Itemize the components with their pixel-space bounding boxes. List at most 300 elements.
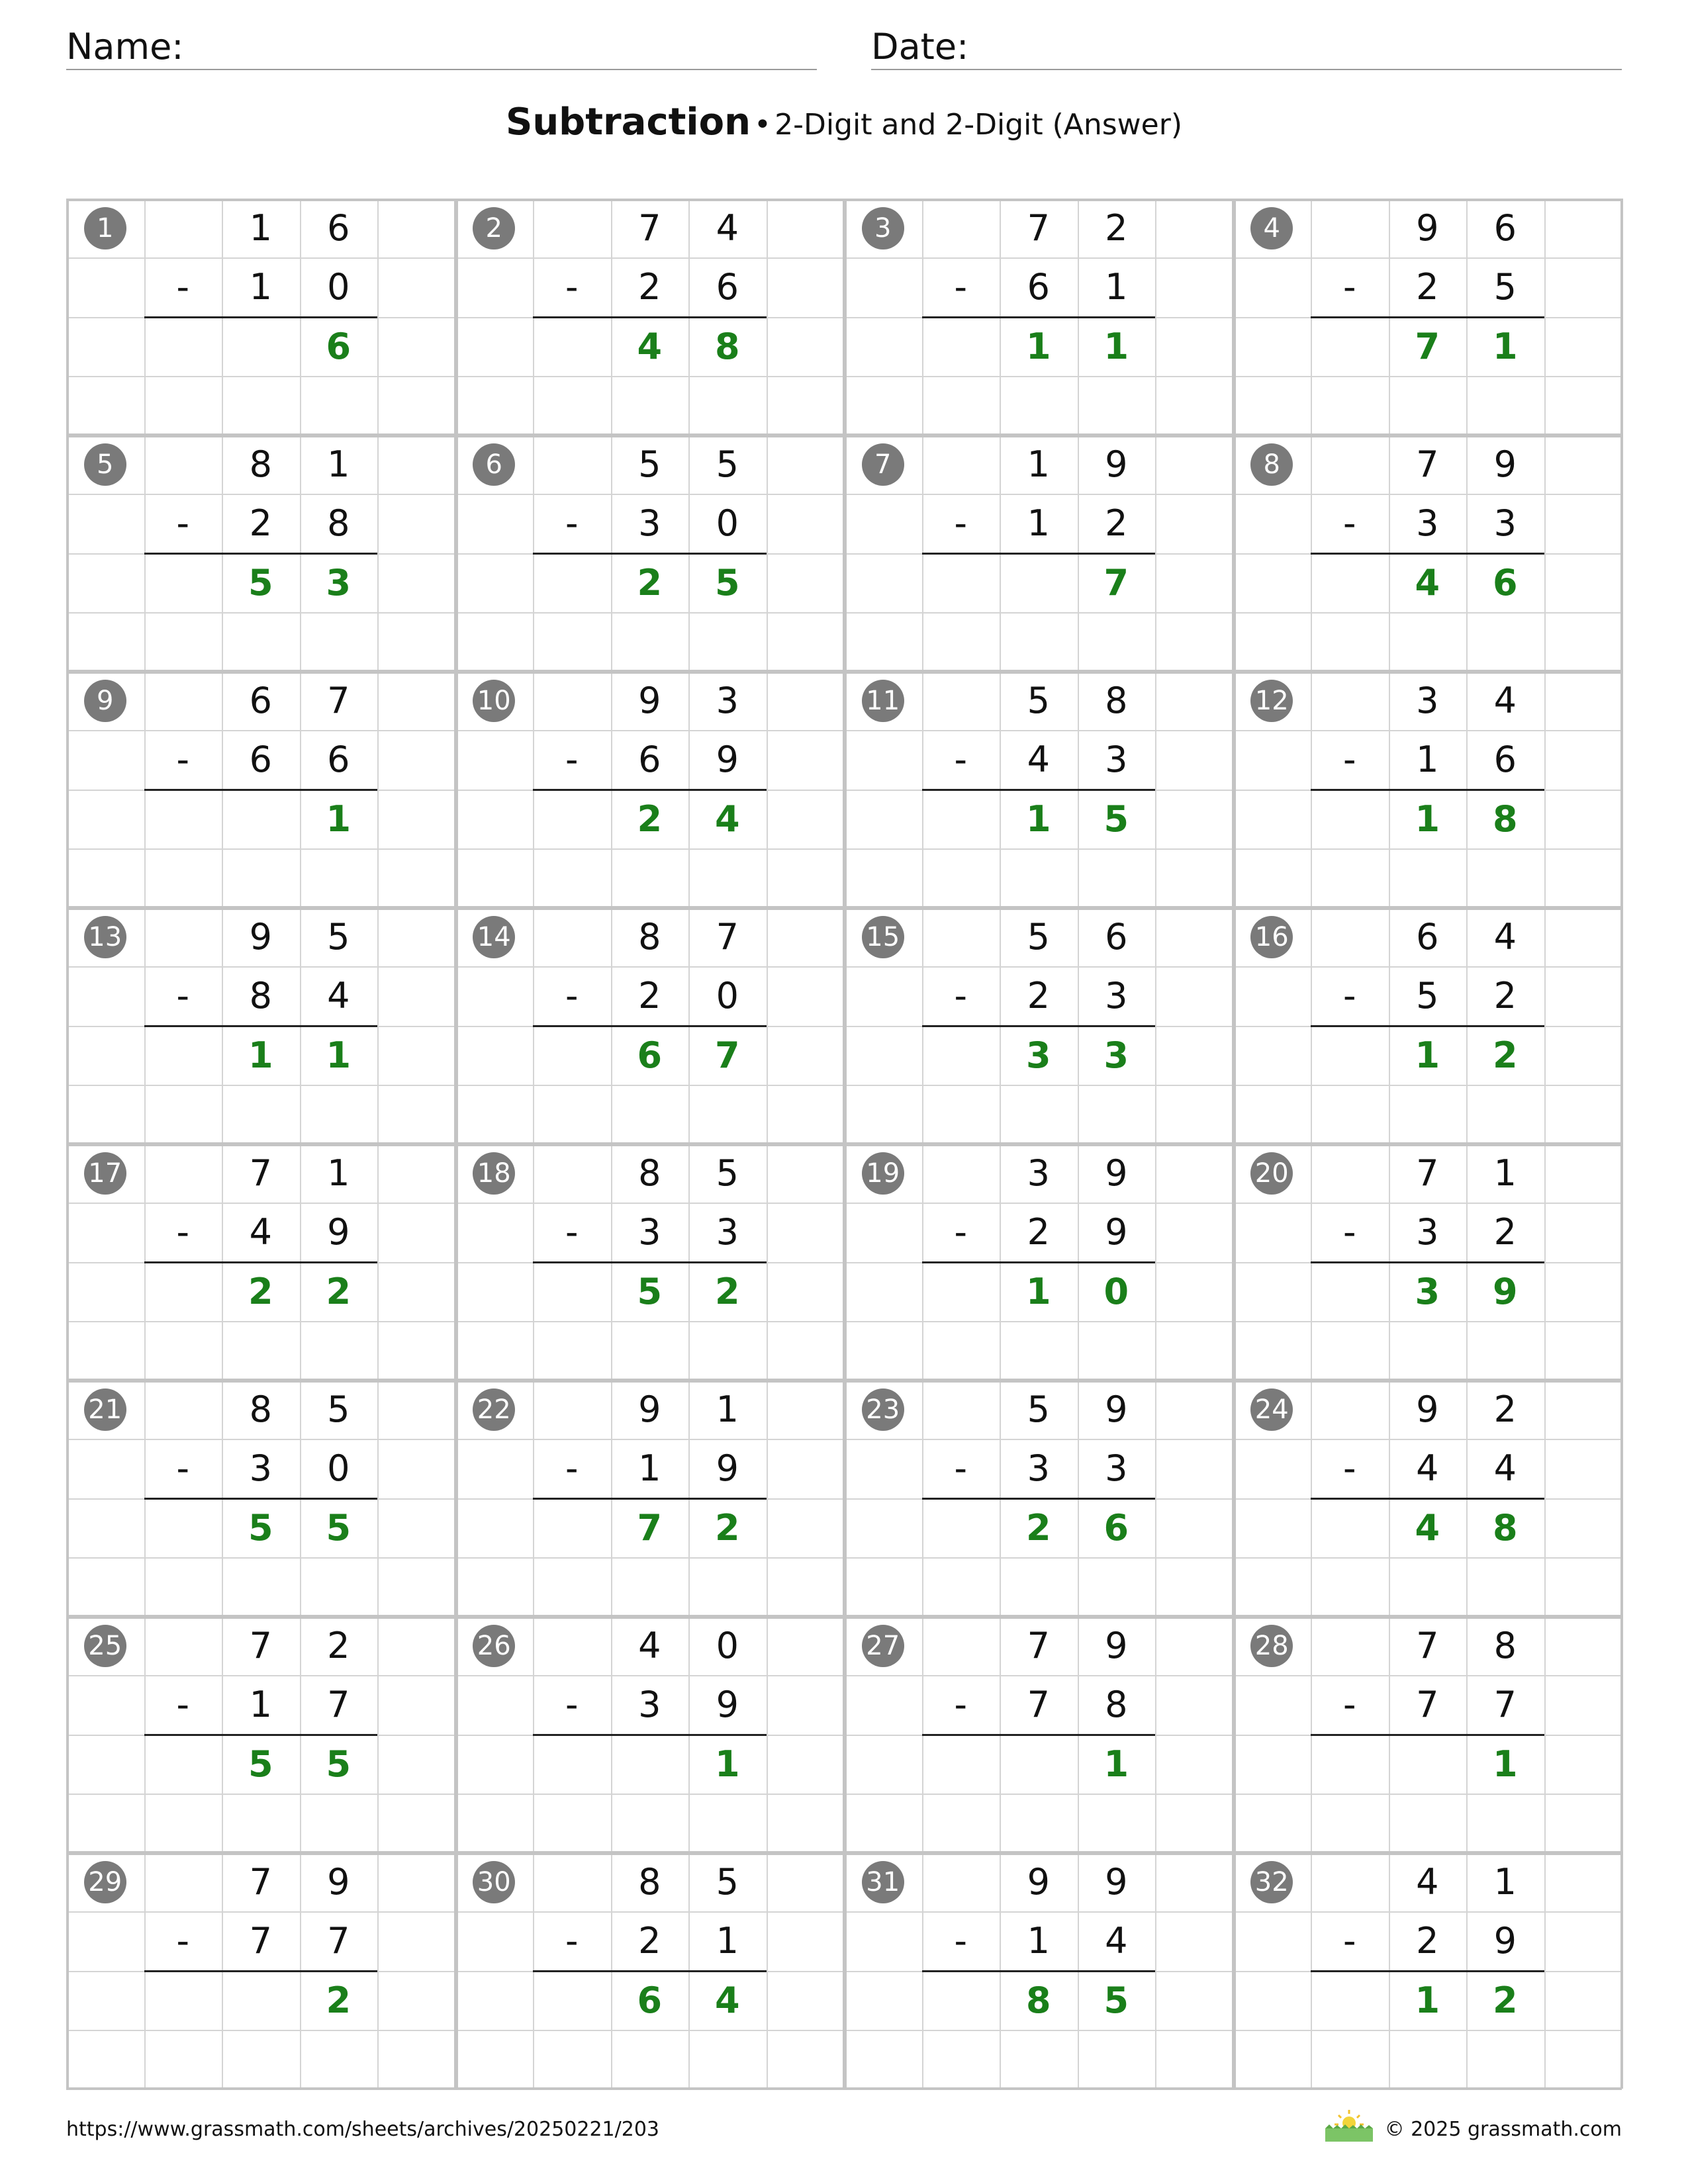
minuend-ones-digit: 4: [716, 207, 739, 249]
problem-block: [66, 1616, 455, 1852]
minuend-ones-digit: 9: [1493, 443, 1517, 485]
subtrahend-tens-digit: 7: [249, 1920, 272, 1962]
minuend-tens-digit: 7: [1416, 1625, 1439, 1666]
answer-tens-digit[interactable]: 2: [637, 797, 663, 840]
problem-block: [844, 199, 1233, 435]
problem-number-badge: 25: [84, 1625, 126, 1667]
grid-line: [844, 612, 1233, 614]
grid-line: [455, 612, 845, 614]
problem-block: [66, 199, 455, 435]
answer-ones-digit[interactable]: 2: [1492, 1034, 1518, 1076]
answer-tens-digit[interactable]: 1: [248, 1034, 273, 1076]
minuend-ones-digit: 9: [327, 1861, 350, 1903]
subtrahend-tens-digit: 6: [249, 739, 272, 781]
subtrahend-tens-digit: 3: [1416, 502, 1439, 545]
minuend-tens-digit: 9: [249, 916, 272, 958]
minus-sign: -: [176, 502, 189, 545]
name-field[interactable]: [66, 25, 817, 70]
problem-number-badge: 30: [473, 1861, 515, 1903]
subtrahend-tens-digit: 1: [1027, 502, 1050, 545]
minuend-tens-digit: 8: [638, 916, 661, 958]
minuend-tens-digit: 6: [1416, 916, 1439, 958]
answer-ones-digit[interactable]: 5: [714, 561, 740, 604]
minus-sign: -: [176, 975, 189, 1017]
block-border: [1233, 199, 1236, 435]
problem-block: [844, 1852, 1233, 2089]
minuend-ones-digit: 3: [716, 680, 739, 721]
subtrahend-ones-digit: 2: [1493, 1211, 1517, 1253]
problem-number-badge: 4: [1250, 207, 1293, 250]
minus-sign: -: [565, 739, 579, 781]
answer-ones-digit[interactable]: 3: [1103, 1034, 1129, 1076]
minus-sign: -: [954, 739, 967, 781]
subtrahend-ones-digit: 4: [1105, 1920, 1128, 1962]
subtrahend-tens-digit: 4: [249, 1211, 272, 1253]
answer-tens-digit[interactable]: 1: [1025, 797, 1051, 840]
problem-number-badge: 17: [84, 1152, 126, 1195]
block-border: [844, 1144, 847, 1380]
minuend-tens-digit: 8: [638, 1152, 661, 1194]
subtrahend-ones-digit: 3: [1105, 739, 1128, 781]
answer-ones-digit[interactable]: 5: [1103, 1979, 1129, 2021]
problem-number-badge: 15: [862, 916, 904, 958]
block-border: [844, 907, 847, 1144]
block-border: [1620, 907, 1623, 1144]
subtrahend-ones-digit: 7: [327, 1920, 350, 1962]
answer-ones-digit[interactable]: 4: [714, 797, 740, 840]
minuend-tens-digit: 7: [1416, 443, 1439, 485]
answer-ones-digit[interactable]: 7: [1103, 561, 1129, 604]
minuend-ones-digit: 0: [716, 1625, 739, 1666]
minus-sign: -: [565, 1920, 579, 1962]
minus-sign: -: [1343, 266, 1356, 308]
block-border: [66, 1380, 69, 1616]
answer-ones-digit[interactable]: 4: [714, 1979, 740, 2021]
answer-tens-digit[interactable]: 6: [637, 1034, 663, 1076]
footer-url[interactable]: https://www.grassmath.com/sheets/archives/20250221/203: [66, 2118, 660, 2141]
problem-block: [455, 1616, 845, 1852]
minuend-tens-digit: 8: [249, 1388, 272, 1430]
answer-tens-digit[interactable]: 4: [1415, 1506, 1440, 1549]
minuend-tens-digit: 1: [249, 207, 272, 249]
worksheet-title: [0, 101, 1688, 144]
problem-block: [844, 435, 1233, 671]
problem-block: [1233, 1144, 1622, 1380]
block-border: [1620, 435, 1623, 671]
answer-tens-digit[interactable]: 5: [248, 1743, 273, 1785]
minuend-tens-digit: 7: [1027, 207, 1050, 249]
subtrahend-tens-digit: 8: [249, 975, 272, 1017]
answer-tens-digit[interactable]: 1: [1415, 1979, 1440, 2021]
answer-tens-digit[interactable]: [1000, 553, 1078, 612]
minuend-tens-digit: 9: [1416, 1388, 1439, 1430]
grid-line: [1233, 376, 1622, 377]
answer-ones-digit[interactable]: 1: [1103, 1743, 1129, 1785]
subtrahend-ones-digit: 3: [1105, 1447, 1128, 1490]
minuend-tens-digit: 9: [638, 680, 661, 721]
grid-line: [1233, 848, 1622, 850]
subtrahend-ones-digit: 2: [1493, 975, 1517, 1017]
answer-tens-digit[interactable]: 8: [1025, 1979, 1051, 2021]
answer-ones-digit[interactable]: 2: [1492, 1979, 1518, 2021]
answer-tens-digit[interactable]: [222, 317, 300, 376]
subtrahend-tens-digit: 2: [638, 266, 661, 308]
block-border: [455, 671, 458, 907]
minus-sign: -: [176, 1211, 189, 1253]
block-border: [1620, 1144, 1623, 1380]
subtrahend-ones-digit: 0: [327, 266, 350, 308]
answer-tens-digit[interactable]: 3: [1415, 1270, 1440, 1312]
minus-sign: -: [954, 1684, 967, 1726]
block-border: [66, 1616, 69, 1852]
minuend-tens-digit: 5: [1027, 1388, 1050, 1430]
grid-line: [66, 612, 455, 614]
block-border: [455, 435, 458, 671]
answer-tens-digit[interactable]: 5: [248, 1506, 273, 1549]
minus-sign: -: [1343, 1684, 1356, 1726]
minuend-tens-digit: 7: [249, 1152, 272, 1194]
subtrahend-ones-digit: 0: [716, 502, 739, 545]
minus-sign: -: [176, 1920, 189, 1962]
block-border: [66, 1852, 69, 2089]
block-border: [844, 1852, 847, 2089]
subtrahend-tens-digit: 2: [1416, 1920, 1439, 1962]
block-border: [455, 1852, 458, 2089]
answer-tens-digit[interactable]: 1: [1025, 1270, 1051, 1312]
problem-number-badge: 18: [473, 1152, 515, 1195]
problem-number-badge: 8: [1250, 443, 1293, 486]
problem-number-badge: 16: [1250, 916, 1293, 958]
problem-number-badge: 27: [862, 1625, 904, 1667]
grid-line: [844, 1321, 1233, 1322]
minus-sign: -: [954, 1211, 967, 1253]
minuend-ones-digit: 9: [1105, 1152, 1128, 1194]
answer-tens-digit[interactable]: [222, 790, 300, 848]
subtrahend-tens-digit: 1: [1416, 739, 1439, 781]
subtrahend-ones-digit: 9: [716, 1447, 739, 1490]
answer-ones-digit[interactable]: 9: [1492, 1270, 1518, 1312]
grid-line: [66, 2030, 455, 2031]
subtrahend-ones-digit: 0: [716, 975, 739, 1017]
subtrahend-ones-digit: 3: [716, 1211, 739, 1253]
problem-block: [1233, 1616, 1622, 1852]
subtrahend-tens-digit: 3: [1416, 1211, 1439, 1253]
answer-ones-digit[interactable]: 1: [1492, 1743, 1518, 1785]
subtrahend-tens-digit: 3: [638, 502, 661, 545]
answer-tens-digit[interactable]: 7: [1415, 325, 1440, 367]
minuend-tens-digit: 9: [1416, 207, 1439, 249]
subtrahend-tens-digit: 1: [249, 266, 272, 308]
problem-block: [66, 1380, 455, 1616]
subtrahend-ones-digit: 9: [1105, 1211, 1128, 1253]
grid-line: [455, 376, 845, 377]
block-border: [455, 907, 458, 1144]
subtrahend-tens-digit: 6: [638, 739, 661, 781]
block-border: [66, 2087, 455, 2090]
grid-line: [1233, 1794, 1622, 1795]
grid-line: [455, 1794, 845, 1795]
answer-ones-digit[interactable]: 7: [714, 1034, 740, 1076]
block-border: [66, 199, 69, 435]
answer-ones-digit[interactable]: 6: [326, 325, 352, 367]
answer-tens-digit[interactable]: 1: [1415, 1034, 1440, 1076]
answer-tens-digit[interactable]: 6: [637, 1979, 663, 2021]
minuend-ones-digit: 1: [1493, 1152, 1517, 1194]
minuend-ones-digit: 8: [1105, 680, 1128, 721]
problem-number-badge: 5: [84, 443, 126, 486]
problem-number-badge: 20: [1250, 1152, 1293, 1195]
block-border: [1620, 671, 1623, 907]
answer-tens-digit[interactable]: 3: [1025, 1034, 1051, 1076]
problem-block: [66, 435, 455, 671]
answer-ones-digit[interactable]: 5: [326, 1743, 352, 1785]
answer-ones-digit[interactable]: 5: [326, 1506, 352, 1549]
subtrahend-ones-digit: 7: [1493, 1684, 1517, 1726]
minuend-ones-digit: 1: [327, 1152, 350, 1194]
problem-grid: [66, 199, 1622, 2089]
answer-tens-digit[interactable]: [611, 1735, 689, 1794]
grid-line: [844, 1794, 1233, 1795]
subtrahend-ones-digit: 9: [716, 739, 739, 781]
problem-number-badge: 10: [473, 680, 515, 722]
problem-block: [1233, 1380, 1622, 1616]
problem-number-badge: 6: [473, 443, 515, 486]
problem-block: [66, 671, 455, 907]
answer-tens-digit[interactable]: 5: [637, 1270, 663, 1312]
block-border: [455, 1616, 458, 1852]
minuend-tens-digit: 5: [1027, 680, 1050, 721]
subtrahend-ones-digit: 1: [1105, 266, 1128, 308]
grid-line: [66, 1794, 455, 1795]
date-field[interactable]: [871, 25, 1622, 70]
minuend-tens-digit: 1: [1027, 443, 1050, 485]
subtrahend-ones-digit: 1: [716, 1920, 739, 1962]
block-border: [66, 1144, 69, 1380]
answer-tens-digit[interactable]: 7: [637, 1506, 663, 1549]
subtrahend-ones-digit: 2: [1105, 502, 1128, 545]
minuend-tens-digit: 6: [249, 680, 272, 721]
answer-ones-digit[interactable]: 6: [1492, 561, 1518, 604]
minus-sign: -: [176, 1447, 189, 1490]
block-border: [844, 671, 847, 907]
problem-number-badge: 29: [84, 1861, 126, 1903]
answer-ones-digit[interactable]: 8: [1492, 1506, 1518, 1549]
problem-block: [455, 435, 845, 671]
block-border: [844, 199, 847, 435]
minuend-tens-digit: 9: [1027, 1861, 1050, 1903]
problem-block: [66, 1144, 455, 1380]
answer-ones-digit[interactable]: 8: [714, 325, 740, 367]
block-border: [455, 1380, 458, 1616]
problem-number-badge: 22: [473, 1388, 515, 1431]
answer-ones-digit[interactable]: 8: [1492, 797, 1518, 840]
minus-sign: -: [565, 502, 579, 545]
minuend-ones-digit: 2: [327, 1625, 350, 1666]
name-label: Name:: [66, 26, 184, 68]
minus-sign: -: [565, 1684, 579, 1726]
minus-sign: -: [954, 266, 967, 308]
minuend-ones-digit: 7: [327, 680, 350, 721]
block-border: [1233, 1144, 1236, 1380]
minuend-tens-digit: 8: [249, 443, 272, 485]
block-border: [844, 435, 847, 671]
minus-sign: -: [1343, 502, 1356, 545]
grid-line: [66, 1085, 455, 1086]
answer-ones-digit[interactable]: 1: [326, 797, 352, 840]
minuend-ones-digit: 2: [1105, 207, 1128, 249]
subtrahend-tens-digit: 1: [249, 1684, 272, 1726]
subtrahend-tens-digit: 1: [638, 1447, 661, 1490]
minuend-ones-digit: 7: [716, 916, 739, 958]
minus-sign: -: [176, 266, 189, 308]
block-border: [1233, 907, 1236, 1144]
grid-line: [844, 1557, 1233, 1559]
minuend-ones-digit: 5: [327, 1388, 350, 1430]
answer-ones-digit[interactable]: 6: [1103, 1506, 1129, 1549]
grid-line: [66, 376, 455, 377]
subtrahend-tens-digit: 2: [638, 975, 661, 1017]
subtrahend-tens-digit: 7: [1416, 1684, 1439, 1726]
minuend-ones-digit: 6: [1105, 916, 1128, 958]
sun-over-grass-icon: [1324, 2106, 1374, 2143]
problem-block: [455, 1852, 845, 2089]
answer-ones-digit[interactable]: 1: [1103, 325, 1129, 367]
problem-number-badge: 31: [862, 1861, 904, 1903]
problem-number-badge: 28: [1250, 1625, 1293, 1667]
problem-number-badge: 7: [862, 443, 904, 486]
problem-block: [1233, 907, 1622, 1144]
minuend-ones-digit: 9: [1105, 443, 1128, 485]
problem-block: [455, 907, 845, 1144]
problem-number-badge: 19: [862, 1152, 904, 1195]
answer-ones-digit[interactable]: 2: [714, 1506, 740, 1549]
problem-number-badge: 23: [862, 1388, 904, 1431]
minus-sign: -: [1343, 1447, 1356, 1490]
block-border: [844, 2087, 1233, 2090]
date-label: Date:: [871, 26, 969, 68]
minuend-tens-digit: 3: [1416, 680, 1439, 721]
block-border: [1233, 1616, 1236, 1852]
answer-tens-digit[interactable]: 2: [1025, 1506, 1051, 1549]
minuend-ones-digit: 6: [327, 207, 350, 249]
answer-ones-digit[interactable]: 2: [326, 1979, 352, 2021]
answer-ones-digit[interactable]: 1: [1492, 325, 1518, 367]
block-border: [66, 435, 69, 671]
title-subtitle: 2-Digit and 2-Digit (Answer): [774, 108, 1182, 142]
problem-number-badge: 9: [84, 680, 126, 722]
subtrahend-tens-digit: 3: [249, 1447, 272, 1490]
subtrahend-ones-digit: 5: [1493, 266, 1517, 308]
problem-block: [455, 1380, 845, 1616]
answer-tens-digit[interactable]: 1: [1025, 325, 1051, 367]
problem-block: [455, 671, 845, 907]
grid-line: [1233, 1085, 1622, 1086]
answer-tens-digit[interactable]: 2: [637, 561, 663, 604]
subtrahend-ones-digit: 6: [1493, 739, 1517, 781]
problem-block: [844, 1616, 1233, 1852]
answer-ones-digit[interactable]: 3: [326, 561, 352, 604]
answer-tens-digit[interactable]: [222, 1971, 300, 2030]
answer-ones-digit[interactable]: 5: [1103, 797, 1129, 840]
minuend-ones-digit: 1: [327, 443, 350, 485]
answer-ones-digit[interactable]: 2: [326, 1270, 352, 1312]
answer-ones-digit[interactable]: 2: [714, 1270, 740, 1312]
minus-sign: -: [1343, 1920, 1356, 1962]
subtrahend-ones-digit: 6: [327, 739, 350, 781]
minuend-tens-digit: 5: [638, 443, 661, 485]
block-border: [1233, 1852, 1236, 2089]
subtrahend-tens-digit: 3: [638, 1684, 661, 1726]
subtrahend-ones-digit: 6: [716, 266, 739, 308]
problem-number-badge: 2: [473, 207, 515, 250]
problem-number-badge: 13: [84, 916, 126, 958]
problem-number-badge: 11: [862, 680, 904, 722]
answer-tens-digit[interactable]: 4: [637, 325, 663, 367]
subtrahend-tens-digit: 2: [1027, 1211, 1050, 1253]
answer-ones-digit[interactable]: 1: [326, 1034, 352, 1076]
minuend-tens-digit: 7: [1027, 1625, 1050, 1666]
answer-tens-digit[interactable]: 4: [1415, 561, 1440, 604]
problem-number-badge: 26: [473, 1625, 515, 1667]
grid-line: [1233, 1321, 1622, 1322]
problem-number-badge: 12: [1250, 680, 1293, 722]
minuend-tens-digit: 7: [1416, 1152, 1439, 1194]
grid-line: [455, 1085, 845, 1086]
answer-ones-digit[interactable]: 0: [1103, 1270, 1129, 1312]
subtrahend-ones-digit: 9: [327, 1211, 350, 1253]
problem-block: [844, 907, 1233, 1144]
minus-sign: -: [565, 1447, 579, 1490]
problem-block: [844, 1380, 1233, 1616]
subtrahend-tens-digit: 6: [1027, 266, 1050, 308]
minuend-ones-digit: 1: [716, 1388, 739, 1430]
subtrahend-tens-digit: 2: [1027, 975, 1050, 1017]
answer-tens-digit[interactable]: 5: [248, 561, 273, 604]
minuend-tens-digit: 4: [1416, 1861, 1439, 1903]
subtrahend-ones-digit: 7: [327, 1684, 350, 1726]
minuend-ones-digit: 1: [1493, 1861, 1517, 1903]
problem-block: [1233, 435, 1622, 671]
grid-line: [844, 376, 1233, 377]
block-border: [66, 907, 69, 1144]
problem-block: [66, 907, 455, 1144]
minuend-tens-digit: 7: [249, 1861, 272, 1903]
subtrahend-tens-digit: 4: [1027, 739, 1050, 781]
block-border: [1620, 1616, 1623, 1852]
answer-tens-digit[interactable]: 1: [1415, 797, 1440, 840]
grid-line: [455, 1557, 845, 1559]
block-border: [844, 1380, 847, 1616]
answer-ones-digit[interactable]: 1: [714, 1743, 740, 1785]
subtrahend-tens-digit: 7: [1027, 1684, 1050, 1726]
minus-sign: -: [176, 1684, 189, 1726]
block-border: [1620, 199, 1623, 435]
problem-number-badge: 3: [862, 207, 904, 250]
minuend-ones-digit: 5: [716, 1152, 739, 1194]
answer-tens-digit[interactable]: 2: [248, 1270, 273, 1312]
minus-sign: -: [176, 739, 189, 781]
minus-sign: -: [1343, 975, 1356, 1017]
minuend-tens-digit: 8: [638, 1861, 661, 1903]
minuend-ones-digit: 5: [716, 1861, 739, 1903]
minuend-ones-digit: 5: [327, 916, 350, 958]
answer-tens-digit[interactable]: [1389, 1735, 1467, 1794]
minuend-tens-digit: 4: [638, 1625, 661, 1666]
title-main: Subtraction: [505, 101, 751, 144]
minus-sign: -: [954, 1447, 967, 1490]
answer-tens-digit[interactable]: [1000, 1735, 1078, 1794]
subtrahend-ones-digit: 8: [1105, 1684, 1128, 1726]
